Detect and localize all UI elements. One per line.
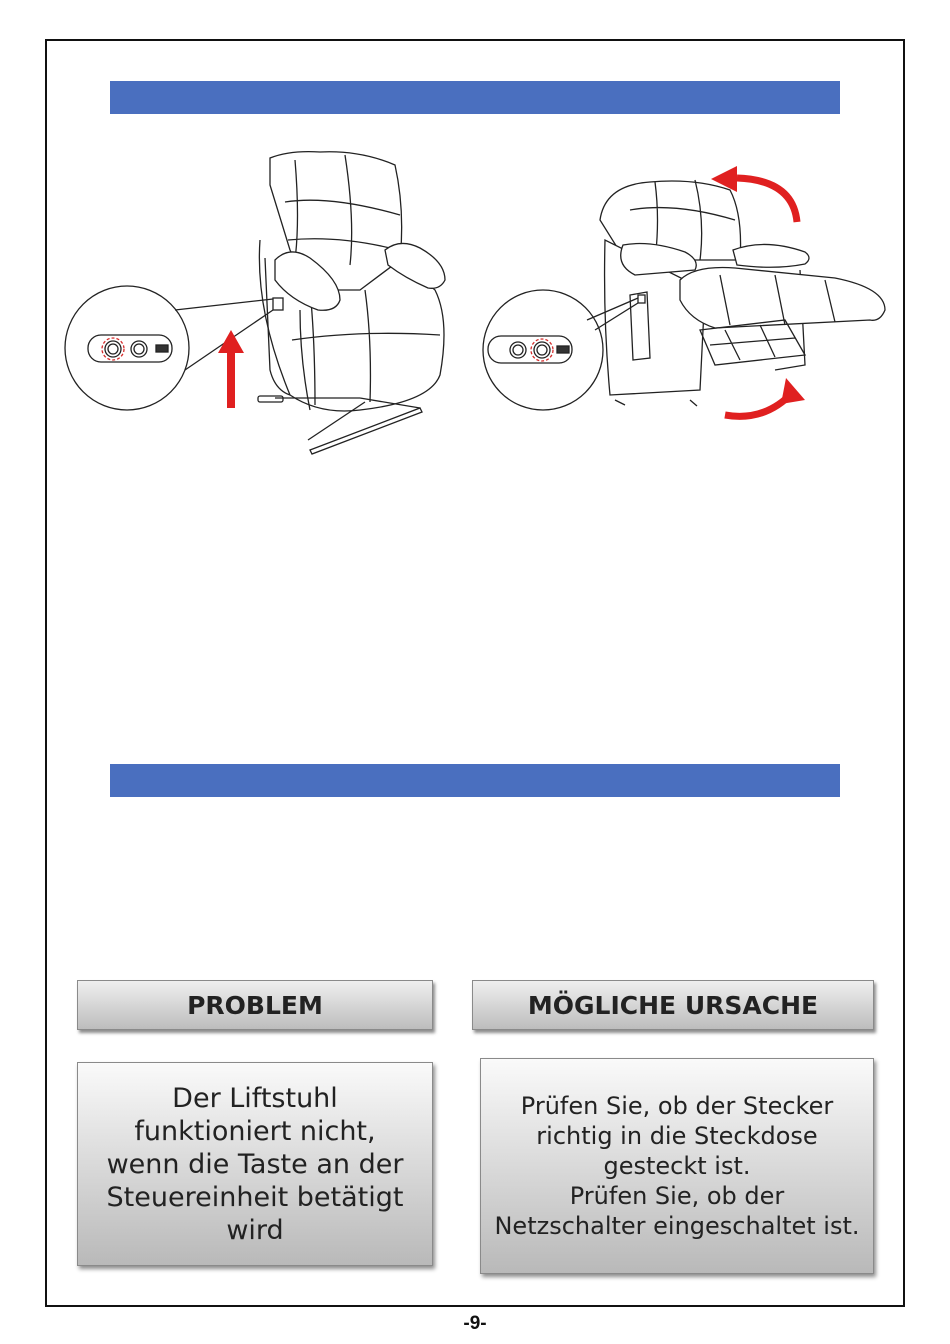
problem-header: PROBLEM xyxy=(77,980,433,1030)
recliner-extended-icon xyxy=(475,160,895,435)
cause-line: Prüfen Sie, ob der Stecker richtig in die Steckdose gesteckt ist. xyxy=(520,1092,834,1180)
cause-text-box xyxy=(480,1058,874,1274)
page-number: -9- xyxy=(463,1313,487,1334)
problem-text-box xyxy=(77,1062,433,1266)
section-bar-top xyxy=(110,81,840,114)
cause-line: Prüfen Sie, ob der Netzschalter eingeschaltet ist. xyxy=(494,1182,860,1240)
problem-description: Der Liftstuhl funktioniert nicht, wenn die Taste an der Steuereinheit betätigt wird xyxy=(106,1082,404,1246)
lift-chair-raised-icon xyxy=(60,140,460,455)
section-bar-bottom xyxy=(110,764,840,797)
cause-header: MÖGLICHE URSACHE xyxy=(472,980,874,1030)
